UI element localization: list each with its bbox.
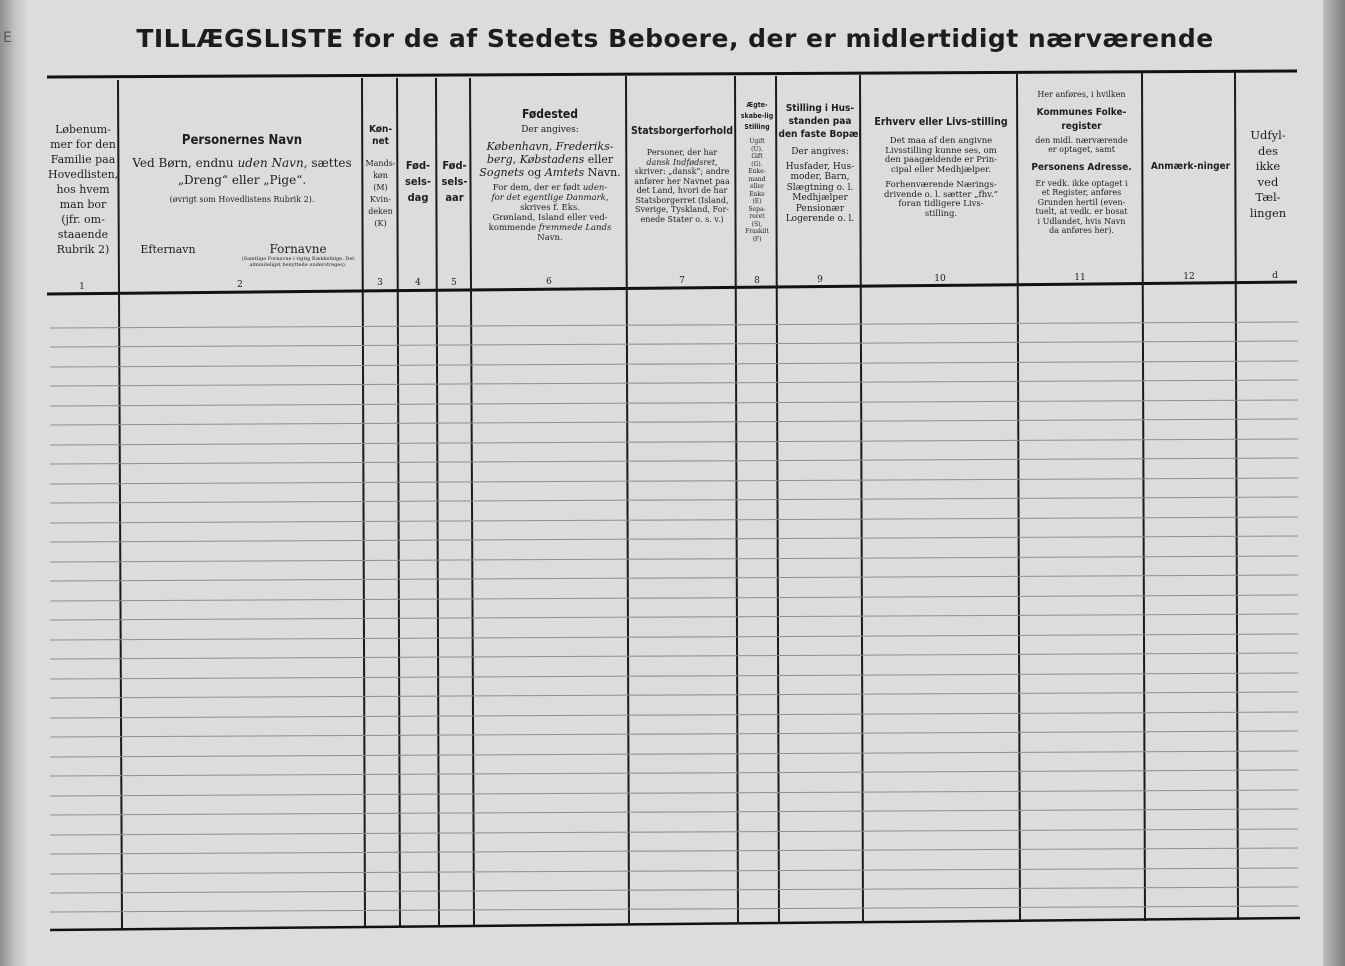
col6-text: uden- bbox=[582, 183, 608, 193]
col2-given-names: Fornavne bbox=[269, 242, 327, 256]
col3-line: (K) bbox=[374, 219, 387, 228]
col7-heading: Statsborgerforhold bbox=[630, 125, 734, 137]
col-number: 9 bbox=[817, 275, 823, 285]
col1-line: Løbenum- bbox=[55, 123, 111, 136]
col10-line: cipal eller Medhjælper. bbox=[891, 164, 991, 175]
col3-line: køn bbox=[373, 171, 388, 180]
col8-header bbox=[737, 100, 777, 243]
col2-surname: Efternavn bbox=[140, 243, 196, 256]
col9-line: Logerende o. l. bbox=[785, 214, 855, 224]
col11-top: Her anføres, i hvilken bbox=[1037, 90, 1126, 99]
col9-heading: Stilling i Hus-standen paa den faste Bopæl bbox=[778, 103, 862, 140]
col-number: 4 bbox=[415, 278, 421, 288]
col3-line: deken bbox=[368, 207, 393, 216]
col-number: 12 bbox=[1183, 272, 1195, 282]
col7-line: dansk Indfødsret, bbox=[646, 157, 718, 167]
col1-line: man bor bbox=[59, 198, 107, 211]
col8-line: (E) bbox=[752, 198, 762, 205]
col9-line: moder, Barn, bbox=[790, 172, 850, 182]
col8-line: Fraskilt bbox=[745, 228, 769, 235]
col6-text: Amtets bbox=[544, 166, 585, 179]
col4-heading: Fød-sels-dag bbox=[405, 159, 431, 204]
col9-line: Medhjælper bbox=[792, 193, 848, 203]
col8-line: (S), bbox=[751, 220, 763, 228]
col8-heading: Ægte-skabe-lig Stilling bbox=[740, 101, 774, 131]
col10-line: Det maa af den angivne bbox=[889, 136, 993, 146]
col8-line: (F) bbox=[752, 235, 762, 243]
col11-line: Er vedk. ikke optaget i bbox=[1035, 178, 1128, 188]
col6-text: for det egentlige Danmark, bbox=[491, 193, 609, 203]
col6-text: kommende bbox=[488, 223, 537, 233]
col11-line: i Udlandet, hvis Navn bbox=[1037, 216, 1126, 226]
col12-header bbox=[1145, 160, 1236, 174]
col7-line: enede Stater o. s. v.) bbox=[640, 214, 724, 224]
col1-header bbox=[48, 122, 118, 257]
col-number: 8 bbox=[754, 276, 760, 286]
col1-line: (jfr. om- bbox=[61, 213, 105, 226]
col11-header bbox=[1020, 90, 1143, 236]
col5-header bbox=[438, 158, 471, 206]
col7-header bbox=[628, 124, 736, 224]
col-number: 11 bbox=[1074, 273, 1086, 283]
col1-line: staaende bbox=[57, 228, 109, 241]
col6-text: Grønland, Island eller ved- bbox=[492, 213, 608, 223]
col10-line: stilling. bbox=[924, 208, 958, 219]
col6-text: berg, Købstadens bbox=[486, 153, 585, 166]
col10-line: drivende o. l. sætter „fhv.“ bbox=[883, 189, 999, 200]
col8-line: Gift bbox=[751, 153, 763, 160]
col11-line: er optaget, samt bbox=[1048, 145, 1115, 154]
col2-text: „Dreng“ eller „Pige“. bbox=[177, 173, 307, 187]
col1-line: Hovedlisten, bbox=[48, 168, 119, 181]
col10-line: foran tidligere Livs- bbox=[898, 199, 984, 209]
col2-given-note: (Samtlige Fornavne i rigtig Rækkefølge. Det almindeligst benyttede understreges). bbox=[241, 256, 355, 268]
col12-heading: Anmærk-ninger bbox=[1150, 161, 1231, 172]
col3-heading: Køn-net bbox=[368, 124, 393, 147]
col10-line: Livsstilling kunne ses, om bbox=[885, 145, 997, 156]
col2-note: (øvrigt som Hovedlistens Rubrik 2). bbox=[169, 195, 315, 204]
col3-line: (M) bbox=[373, 183, 388, 192]
col1-line: Rubrik 2) bbox=[56, 243, 110, 256]
col3-line: Kvin- bbox=[370, 195, 391, 204]
corner-mark: E bbox=[3, 30, 12, 46]
col7-line: Sverige, Tyskland, For- bbox=[634, 205, 729, 214]
col8-line: Sepa- bbox=[748, 205, 766, 213]
col11-line: et Register, anføres bbox=[1041, 188, 1122, 197]
col10-line: Forhenværende Nærings- bbox=[885, 180, 997, 190]
col1-line: hos hvem bbox=[56, 183, 110, 196]
col-d-line: des bbox=[1257, 143, 1279, 158]
col8-line: Enke- bbox=[748, 168, 766, 175]
col11-line: da anføres her). bbox=[1049, 226, 1114, 235]
col6-sub: Der angives: bbox=[521, 125, 579, 135]
col-number: 10 bbox=[934, 274, 946, 284]
col8-line: eller bbox=[750, 183, 764, 190]
col-number: 2 bbox=[237, 280, 243, 290]
col2-heading: Personernes Navn bbox=[181, 133, 303, 148]
col-number: 5 bbox=[451, 278, 457, 288]
col-d-line: ikke bbox=[1255, 159, 1281, 173]
col6-text: skrives f. Eks. bbox=[520, 203, 580, 213]
col-number: d bbox=[1272, 271, 1278, 281]
col8-line: Enke bbox=[749, 190, 765, 198]
col2-text: Ved Børn, endnu bbox=[132, 156, 234, 170]
col11-line: den midl. nærværende bbox=[1035, 135, 1128, 145]
col7-line: skriver: „dansk“; andre bbox=[634, 167, 730, 176]
col7-line: anfører her Navnet paa bbox=[634, 176, 730, 186]
col9-line: Husfader, Hus- bbox=[785, 161, 855, 172]
col9-line: Pensionær bbox=[795, 203, 845, 214]
col9-line: Slægtning o. l. bbox=[786, 182, 854, 193]
col8-line: (G). bbox=[751, 160, 763, 168]
col8-line: mand bbox=[748, 175, 766, 183]
col6-header bbox=[473, 108, 627, 243]
col-d-line: lingen bbox=[1249, 205, 1287, 220]
col7-line: Personer, der har bbox=[646, 148, 718, 157]
col8-line: (U). bbox=[751, 145, 763, 153]
col1-line: mer for den bbox=[50, 138, 116, 151]
col6-text: For dem, der er født bbox=[492, 183, 581, 193]
col5-heading: Fød-sels-aar bbox=[441, 159, 468, 204]
col2-header bbox=[122, 132, 362, 204]
col11-heading: Kommunes Folke-register bbox=[1036, 106, 1127, 132]
col-d-line: Udfyl- bbox=[1250, 128, 1286, 142]
col2-text: sættes bbox=[311, 156, 352, 170]
col11-line: tuelt, at vedk. er bosat bbox=[1035, 207, 1128, 216]
col11-line: Grunden hertil (even- bbox=[1037, 197, 1126, 207]
col6-text: fremmede Lands bbox=[538, 223, 612, 233]
col-d-line: Tæl- bbox=[1255, 190, 1281, 204]
col3-line: Mands- bbox=[365, 159, 396, 168]
col6-text: Navn. bbox=[587, 166, 621, 179]
col1-line: Familie paa bbox=[50, 153, 116, 166]
col10-header bbox=[863, 114, 1019, 219]
col8-line: reret bbox=[749, 213, 765, 220]
col3-header bbox=[364, 124, 397, 230]
col8-line: Ugift bbox=[749, 138, 765, 145]
col6-text: Sognets bbox=[479, 166, 525, 179]
col6-text: København, Frederiks- bbox=[486, 140, 614, 153]
col7-line: Statsborgerret (Island, bbox=[635, 195, 729, 205]
col10-line: den paagældende er Prin- bbox=[884, 155, 998, 165]
col-number: 1 bbox=[79, 282, 85, 292]
form-title: TILLÆGSLISTE for de af Stedets Beboere, der er midlertidigt nærværende bbox=[136, 24, 1214, 53]
col7-line: det Land, hvori de har bbox=[636, 186, 728, 195]
col6-text: og bbox=[527, 166, 542, 179]
col-number: 6 bbox=[546, 277, 552, 287]
col10-heading: Erhverv eller Livs-stilling bbox=[874, 116, 1008, 128]
col9-header bbox=[778, 102, 862, 225]
col6-heading: Fødested bbox=[521, 107, 578, 121]
col9-sub: Der angives: bbox=[791, 147, 849, 157]
col2-text: uden Navn, bbox=[237, 156, 308, 170]
col-d-header bbox=[1238, 128, 1298, 221]
col11-heading2: Personens Adresse. bbox=[1031, 161, 1132, 173]
col6-text: Navn. bbox=[537, 233, 563, 243]
col-number: 7 bbox=[679, 276, 685, 286]
col-d-line: ved bbox=[1257, 174, 1279, 189]
col4-header bbox=[399, 158, 437, 206]
col-number: 3 bbox=[377, 278, 383, 288]
col6-text: eller bbox=[587, 153, 614, 166]
